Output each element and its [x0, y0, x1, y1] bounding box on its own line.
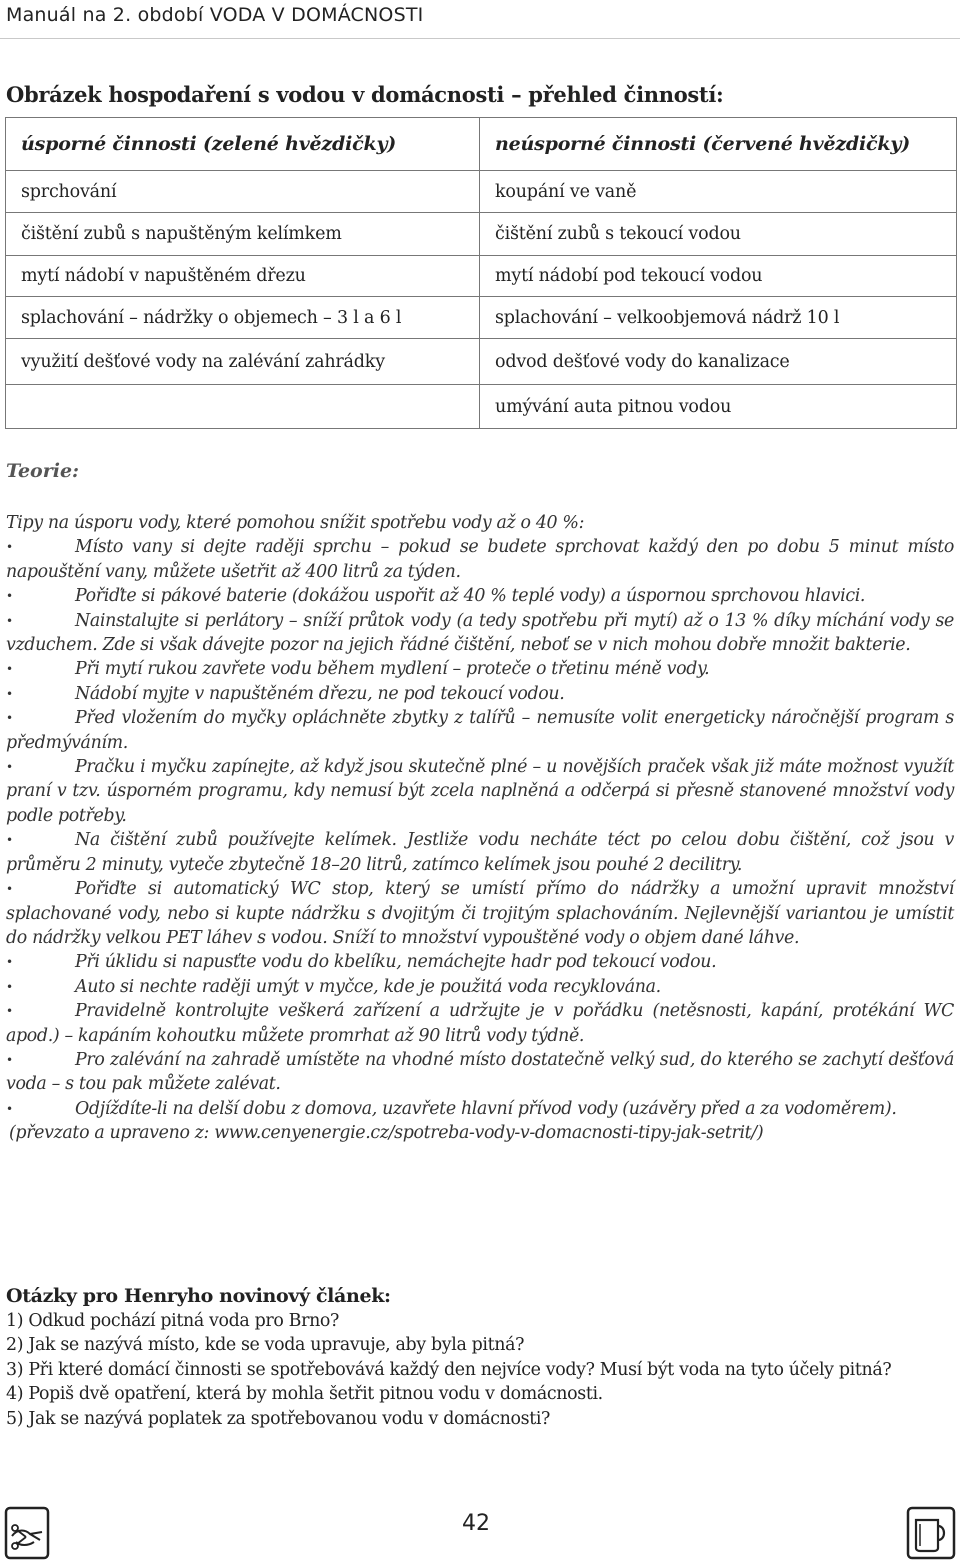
economical-cell: čištění zubů s napuštěným kelímkem	[6, 213, 480, 256]
bullet-icon: •	[6, 833, 13, 848]
wasteful-cell: čištění zubů s tekoucí vodou	[480, 213, 957, 256]
tip-text: Pořiďte si automatický WC stop, který se umístí přímo do nádržky a umožní upravit množství splachované vody, nebo si kupte nádržku s dvojitým či trojitým splachováním. Nejlevnější variantou je umístit do nádržky velkou PET láhev s vodou. Sníží to množství vypouštěné vody o objem dané láhve.	[6, 879, 954, 948]
question-item: 4) Popiš dvě opatření, která by mohla šetřit pitnou vodu v domácnosti.	[6, 1384, 603, 1405]
question-text: 3) Při které domácí činnosti se spotřebovává každý den nejvíce vody? Musí být voda na tyto účely pitná?	[6, 1359, 892, 1380]
tip-text: Pořiďte si pákové baterie (dokážou uspořit až 40 % teplé vody) a úspornou sprchovou hlavici.	[75, 586, 866, 607]
wasteful-cell: koupání ve vaně	[480, 171, 957, 213]
list-item	[6, 1048, 954, 1097]
list-item	[6, 975, 954, 999]
table-row	[6, 385, 957, 429]
tip-text: Odjíždíte-li na delší dobu z domova, uzavřete hlavní přívod vody (uzávěry před a za vodoměrem).	[75, 1098, 897, 1119]
question-item: 1) Odkud pochází pitná voda pro Brno?	[6, 1310, 340, 1331]
bullet-icon: •	[6, 979, 13, 994]
list-item	[6, 584, 954, 608]
bullet-icon: •	[6, 882, 13, 897]
activities-table	[5, 117, 957, 429]
economical-cell: mytí nádobí v napuštěném dřezu	[6, 256, 480, 297]
list-item	[6, 828, 954, 877]
tip-text: Před vložením do myčky opláchněte zbytky z talířů – nemusíte volit energeticky náročnější program s předmýváním.	[6, 708, 954, 753]
tip-text: Pro zalévání na zahradě umístěte na vhodné místo dostatečně velký sud, do kterého se zachytí dešťová voda – s tou pak můžete zalévat.	[6, 1049, 954, 1095]
source-citation: (převzato a upraveno z: www.cenyenergie.cz/spotreba-vody-v-domacnosti-tipy-jak-setrit/)	[9, 1123, 764, 1144]
tip-text: Na čištění zubů používejte kelímek. Jestliže vodu necháte téct po celou dobu čištění, což jsou v průměru 2 minuty, vyteče zbytečně 18–20 litrů, zatímco kelímek jsou pouhé 2 decilitry.	[6, 830, 954, 875]
economical-header: úsporné činnosti (zelené hvězdičky)	[6, 118, 480, 171]
economical-cell: sprchování	[6, 171, 480, 213]
tip-text: Auto si nechte raději umýt v myčce, kde je použitá voda recyklována.	[75, 976, 661, 997]
tip-text: Při mytí rukou zavřete vodu během mydlení – proteče o třetinu méně vody.	[75, 659, 710, 680]
table-row	[6, 339, 957, 385]
economical-cell: splachování – nádržky o objemech – 3 l a 6 l	[6, 297, 480, 339]
page-header: Manuál na 2. období VODA V DOMÁCNOSTI	[6, 4, 424, 26]
question-item: 5) Jak se nazývá poplatek za spotřebovanou vodu v domácnosti?	[6, 1408, 551, 1429]
wasteful-cell: splachování – velkoobjemová nádrž 10 l	[480, 297, 957, 339]
bullet-icon: •	[6, 589, 13, 604]
tip-text: Pračku i myčku zapínejte, až když jsou skutečně plné – u novějších praček však již máte možnost využít praní v tzv. úsporném programu, kdy nemusí být zcela naplněná a odčerpá si přesně stanovené množství vody podle potřeby.	[6, 757, 954, 826]
questions-section	[6, 1284, 954, 1432]
list-item	[6, 1097, 954, 1121]
wasteful-cell: odvod dešťové vody do kanalizace	[480, 339, 957, 385]
bullet-icon: •	[6, 1004, 13, 1019]
economical-cell	[6, 385, 480, 429]
bullet-icon: •	[6, 540, 13, 555]
question-item: 2) Jak se nazývá místo, kde se voda upravuje, aby byla pitná?	[6, 1335, 525, 1356]
table-row	[6, 171, 957, 213]
list-item	[6, 706, 954, 755]
list-item	[6, 999, 954, 1048]
bullet-icon: •	[6, 1101, 13, 1116]
bullet-icon: •	[6, 1052, 13, 1067]
page-number: 42	[462, 1511, 490, 1536]
list-item	[6, 682, 954, 706]
tips-section	[6, 511, 954, 1146]
table-row	[6, 256, 957, 297]
wasteful-cell: mytí nádobí pod tekoucí vodou	[480, 256, 957, 297]
tip-text: Pravidelně kontrolujte veškerá zařízení a udržujte je v pořádku (netěsnosti, kapání, protékání WC apod.) – kapáním kohoutku můžete promrhat až 90 litrů vody týdně.	[6, 1001, 954, 1046]
list-item	[6, 755, 954, 828]
bullet-icon: •	[6, 613, 13, 628]
list-item	[6, 950, 954, 974]
tip-text: Při úklidu si napusťte vodu do kbelíku, nemáchejte hadr pod tekoucí vodou.	[75, 952, 717, 973]
bullet-icon: •	[6, 955, 13, 970]
bullet-icon: •	[6, 711, 13, 726]
tip-text: Místo vany si dejte raději sprchu – pokud se budete sprchovat každý den po dobu 5 minut místo napouštění vany, můžete ušetřit až 400 litrů za týden.	[6, 537, 954, 582]
section-title: Obrázek hospodaření s vodou v domácnosti – přehled činností:	[6, 82, 724, 107]
theory-title: Teorie:	[6, 460, 80, 482]
economical-cell: využití dešťové vody na zalévání zahrádky	[6, 339, 480, 385]
wasteful-cell: umývání auta pitnou vodou	[480, 385, 957, 429]
scissors-hand-icon	[4, 1506, 50, 1560]
tip-text: Nádobí myjte v napuštěném dřezu, ne pod tekoucí vodou.	[75, 683, 565, 704]
bullet-icon: •	[6, 686, 13, 701]
question-item	[6, 1358, 954, 1383]
bullet-icon: •	[6, 662, 13, 677]
table-row	[6, 213, 957, 256]
tips-intro: Tipy na úsporu vody, které pomohou snížit spotřebu vody až o 40 %:	[6, 513, 585, 533]
list-item	[6, 877, 954, 950]
header-divider	[0, 38, 960, 39]
mug-icon	[906, 1506, 956, 1560]
table-row	[6, 297, 957, 339]
list-item	[6, 657, 954, 681]
list-item	[6, 609, 954, 658]
bullet-icon: •	[6, 760, 13, 775]
questions-title: Otázky pro Henryho novinový článek:	[6, 1285, 391, 1307]
tip-text: Nainstalujte si perlátory – sníží průtok vody (a tedy spotřebu při mytí) až o 13 % díky míchání vody se vzduchem. Zde si však dávejte pozor na jejich řádné čištění, neboť se v nich mohou dobře množit bakterie.	[6, 610, 954, 656]
wasteful-header: neúsporné činnosti (červené hvězdičky)	[480, 118, 957, 171]
list-item	[6, 535, 954, 584]
